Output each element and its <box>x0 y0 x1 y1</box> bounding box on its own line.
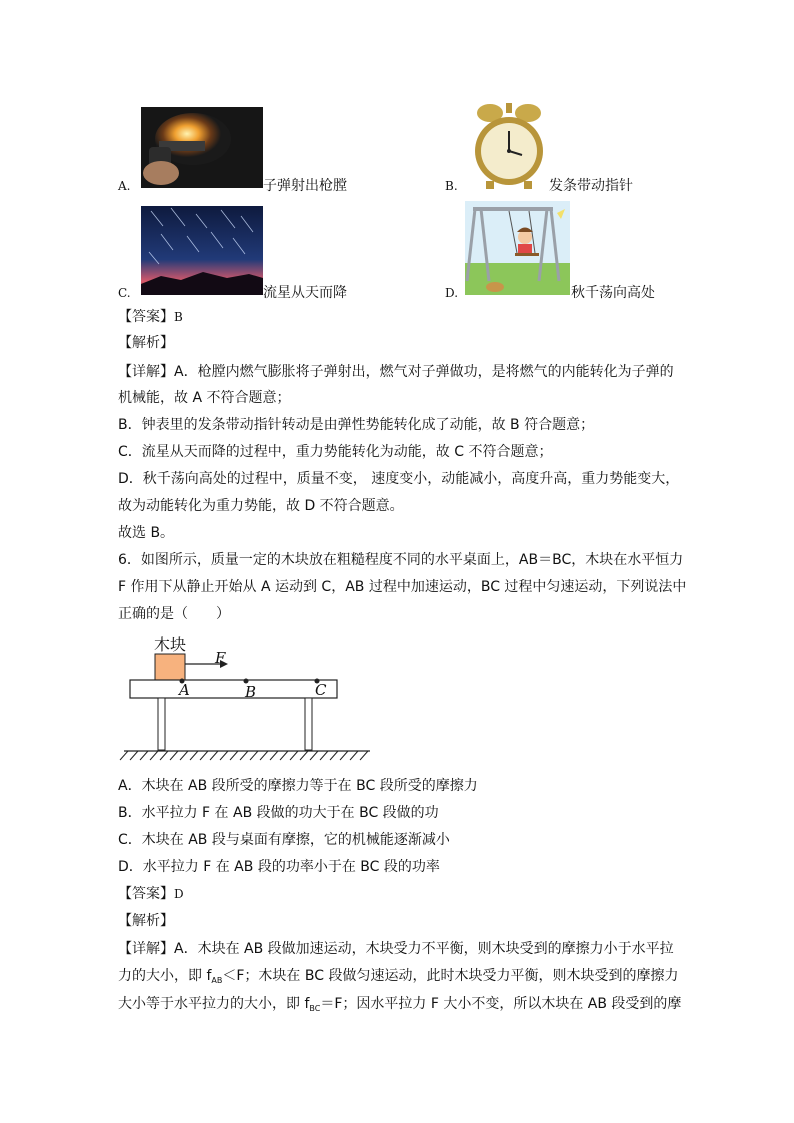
q6-detail-line-3-part-b: ＝F；因水平拉力 F 大小不变，所以木块在 AB 段受到的摩 <box>320 996 682 1012</box>
friction-bc-subscript: BC <box>309 1004 321 1013</box>
q5-option-b-letter: B. <box>445 179 458 193</box>
table-block-figure <box>118 636 378 764</box>
q6-option-b: B．水平拉力 F 在 AB 段做的功大于在 BC 段做的功 <box>118 805 439 821</box>
q5-answer <box>118 308 183 326</box>
friction-ab-subscript: AB <box>211 976 223 985</box>
swing-illustration <box>465 201 570 295</box>
q6-stem-line-1: 6．如图所示，质量一定的木块放在粗糙程度不同的水平桌面上，AB＝BC，木块在水平恒力 <box>118 552 684 568</box>
block-label: 木块 <box>154 635 187 654</box>
q6-detail-line-2-part-a: 力的大小，即 f <box>118 968 212 984</box>
q5-option-b-caption: 发条带动指针 <box>549 178 633 194</box>
meteor-shower-photo <box>141 206 263 295</box>
q5-option-d-letter: D. <box>445 286 459 300</box>
q6-stem-line-3: 正确的是（ ） <box>118 606 230 622</box>
q6-detail-line-3-part-a: 大小等于水平拉力的大小，即 f <box>118 996 310 1012</box>
q5-option-c-caption: 流星从天而降 <box>263 285 347 301</box>
point-c-label: C <box>315 681 327 699</box>
q6-stem-line-2: F 作用下从静止开始从 A 运动到 C，AB 过程中加速运动，BC 过程中匀速运动，下列说法中 <box>118 579 687 595</box>
q5-detail-line-4: C．流星从天而降的过程中，重力势能转化为动能，故 C 不符合题意； <box>118 444 553 460</box>
q6-answer-label: 【答案】 <box>118 886 174 902</box>
q5-conclusion: 故选 B。 <box>118 525 175 541</box>
gun-firing-photo <box>141 107 263 188</box>
q5-detail-line-5: D．秋千荡向高处的过程中，质量不变， 速度变小，动能减小，高度升高，重力势能变大， <box>118 471 680 487</box>
q5-option-a-letter: A. <box>118 179 131 193</box>
q6-option-c: C．木块在 AB 段与桌面有摩擦，它的机械能逐渐减小 <box>118 832 450 848</box>
point-a-label: A <box>179 681 190 699</box>
q6-detail-line-3 <box>118 995 681 1018</box>
q5-detail-line-3: B．钟表里的发条带动指针转动是由弹性势能转化成了动能，故 B 符合题意； <box>118 417 595 433</box>
q5-detail-line-2: 机械能，故 A 不符合题意； <box>118 390 291 406</box>
q5-option-a-caption: 子弹射出枪膛 <box>263 178 347 194</box>
force-label: F <box>215 649 226 667</box>
q5-option-c-letter: C. <box>118 286 131 300</box>
q6-detail-line-1: 【详解】A．木块在 AB 段做加速运动，木块受力不平衡，则木块受到的摩擦力小于水平拉 <box>118 941 674 957</box>
q5-option-d-caption: 秋千荡向高处 <box>571 285 655 301</box>
q6-analysis-label: 【解析】 <box>118 913 174 929</box>
alarm-clock-photo <box>470 99 548 191</box>
q5-detail-line-6: 故为动能转化为重力势能，故 D 不符合题意。 <box>118 498 404 514</box>
q6-answer <box>118 885 184 903</box>
q6-detail-line-2 <box>118 967 678 990</box>
q6-option-a: A．木块在 AB 段所受的摩擦力等于在 BC 段所受的摩擦力 <box>118 778 478 794</box>
q5-answer-value: B <box>174 310 183 324</box>
q6-option-d: D．水平拉力 F 在 AB 段的功率小于在 BC 段的功率 <box>118 859 440 875</box>
point-b-label: B <box>245 683 257 701</box>
q6-answer-value: D <box>174 887 184 901</box>
q5-analysis-label: 【解析】 <box>118 335 174 351</box>
q5-answer-label: 【答案】 <box>118 309 174 325</box>
q5-detail-line-1: 【详解】A．枪膛内燃气膨胀将子弹射出，燃气对子弹做功，是将燃气的内能转化为子弹的 <box>118 364 674 380</box>
q6-detail-line-2-part-b: ＜F；木块在 BC 段做匀速运动，此时木块受力平衡，则木块受到的摩擦力 <box>222 968 679 984</box>
